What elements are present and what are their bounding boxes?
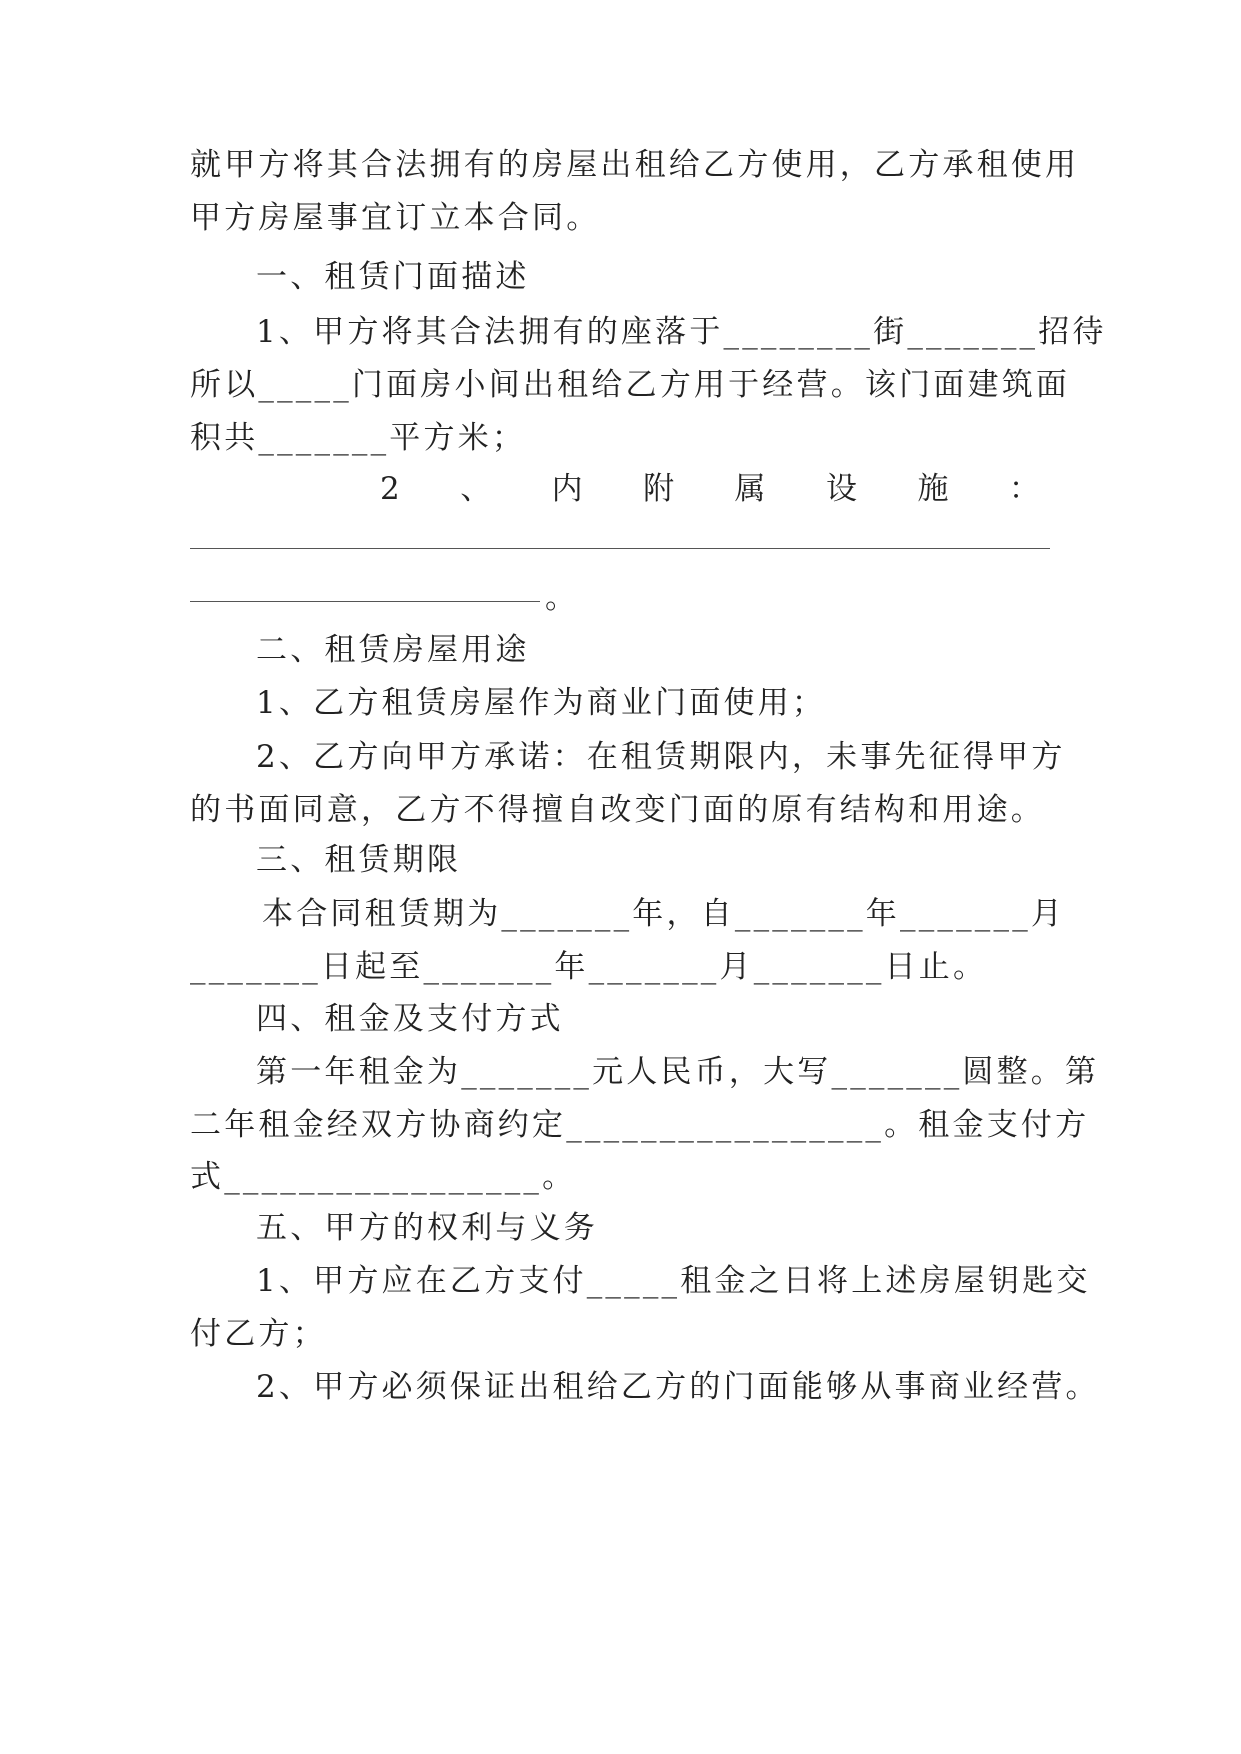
section-heading: 一、租赁门面描述 bbox=[256, 259, 530, 295]
spread-char: 内 bbox=[551, 471, 583, 507]
paragraph-line: 第一年租金为_______元人民币，大写_______圆整。第 bbox=[256, 1054, 1100, 1090]
section-heading: 五、甲方的权利与义务 bbox=[256, 1210, 598, 1246]
paragraph-line: 积共_______平方米； bbox=[190, 420, 527, 456]
facilities-label bbox=[380, 469, 1040, 509]
spread-char: 2 bbox=[380, 471, 400, 507]
paragraph-line: 2、乙方向甲方承诺：在租赁期限内，未事先征得甲方 bbox=[256, 739, 1066, 775]
paragraph-line: 就甲方将其合法拥有的房屋出租给乙方使用，乙方承租使用 bbox=[190, 147, 1080, 183]
paragraph-line: 式_________________。 bbox=[190, 1159, 577, 1195]
paragraph-line: 甲方房屋事宜订立本合同。 bbox=[190, 200, 601, 236]
paragraph-line: 1、乙方租赁房屋作为商业门面使用； bbox=[256, 685, 827, 721]
paragraph-line: 1、甲方应在乙方支付_____租金之日将上述房屋钥匙交 bbox=[256, 1263, 1091, 1299]
paragraph-line: 二年租金经双方协商约定_________________。租金支付方 bbox=[190, 1107, 1090, 1143]
paragraph-line: 的书面同意，乙方不得擅自改变门面的原有结构和用途。 bbox=[190, 792, 1045, 828]
spread-char: ： bbox=[1008, 471, 1040, 507]
paragraph-line: 2、甲方必须保证出租给乙方的门面能够从事商业经营。 bbox=[256, 1369, 1100, 1405]
spread-char: 、 bbox=[460, 471, 492, 507]
paragraph-line: _______日起至_______年_______月_______日止。 bbox=[190, 949, 988, 985]
spread-char: 施 bbox=[917, 471, 949, 507]
paragraph-line: 1、甲方将其合法拥有的座落于________街_______招待 bbox=[256, 314, 1107, 350]
section-heading: 四、租金及支付方式 bbox=[256, 1001, 564, 1037]
paragraph-line: 所以_____门面房小间出租给乙方用于经营。该门面建筑面 bbox=[190, 367, 1071, 403]
blank-underline bbox=[190, 548, 1050, 549]
spread-char: 属 bbox=[734, 471, 766, 507]
section-heading: 三、租赁期限 bbox=[256, 842, 462, 878]
blank-underline bbox=[190, 601, 540, 602]
spread-char: 附 bbox=[643, 471, 675, 507]
spread-char: 设 bbox=[826, 471, 857, 507]
period-mark: 。 bbox=[545, 580, 580, 616]
paragraph-line: 本合同租赁期为_______年，自_______年_______月 bbox=[262, 896, 1066, 932]
section-heading: 二、租赁房屋用途 bbox=[256, 632, 530, 668]
paragraph-line: 付乙方； bbox=[190, 1316, 327, 1352]
